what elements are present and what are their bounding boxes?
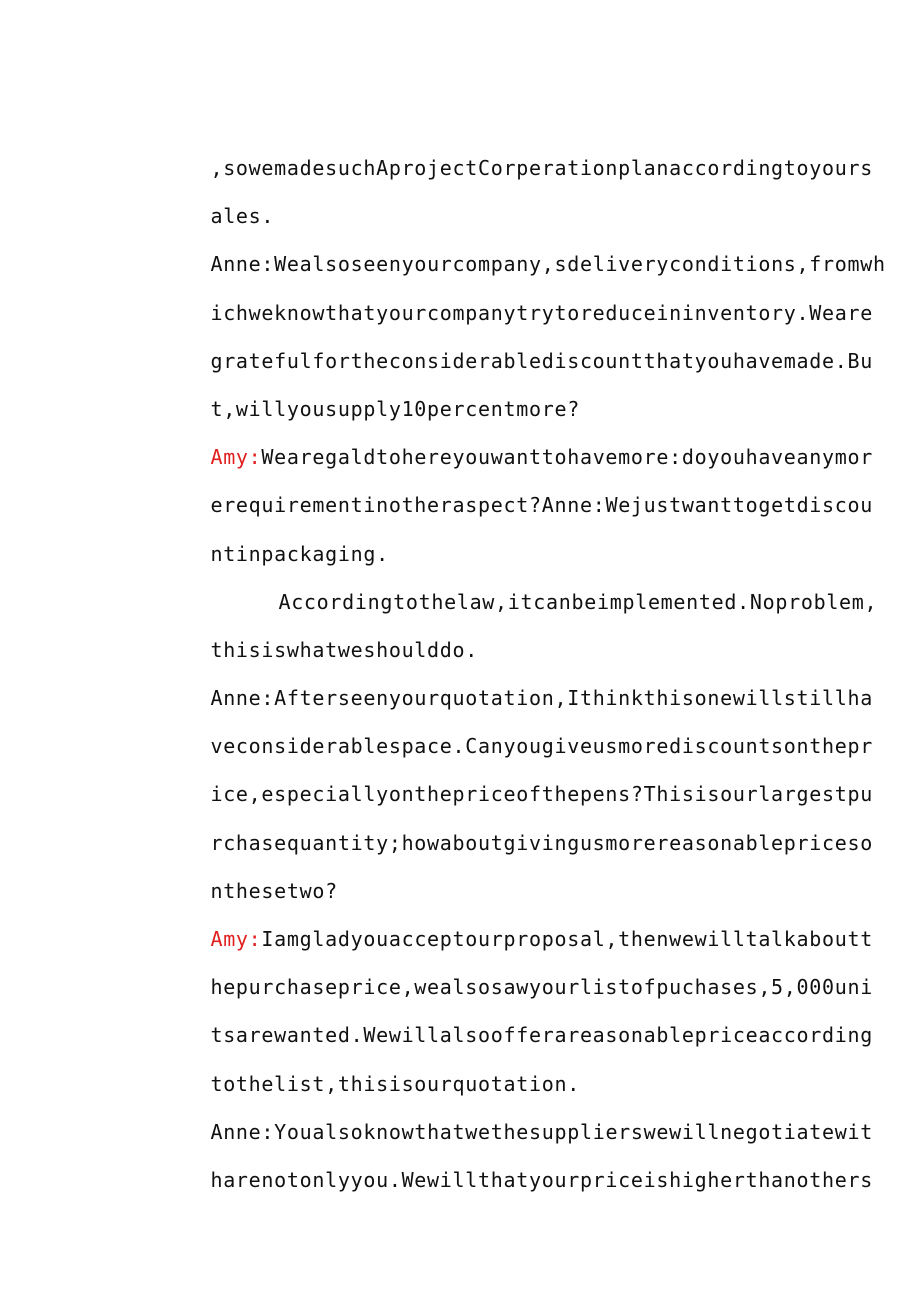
line-text: tsarewanted.Wewillalsoofferareasonablepriceaccording: [210, 1023, 873, 1048]
line-text: thisiswhatweshoulddo.: [210, 637, 479, 662]
line-text: Wearegaldtohereyouwanttohavemore:doyouhaveanymor: [261, 445, 873, 470]
speaker-label-anne: Anne:: [210, 686, 275, 711]
document-body: [134, 114, 886, 1192]
text-line: [134, 114, 873, 180]
line-text: ntinpackaging.: [210, 541, 389, 566]
line-text: Youalsoknowthatwethesupplierswewillnegotiatewit: [274, 1119, 873, 1144]
line-text: t,willyousupply10percentmore?: [210, 396, 580, 421]
line-text: Iamgladyouacceptourproposal,thenwewilltalkaboutt: [261, 927, 873, 951]
speaker-label-anne: Anne:: [210, 252, 275, 277]
speaker-label-anne: Anne:: [210, 1119, 275, 1144]
line-text: ice,especiallyonthepriceofthepens?Thisisourlargestpu: [210, 782, 873, 807]
line-text: Wejustwanttogetdiscou: [605, 493, 874, 518]
line-text: ichweknowthatyourcompanytrytoreduceininventory.Weare: [210, 300, 873, 325]
line-text: nthesetwo?: [210, 878, 338, 903]
line-text: erequirementinotheraspect?: [210, 493, 542, 518]
line-text: ,sowemadesuchAprojectCorperationplanaccordingtoyours: [210, 156, 873, 180]
line-text: rchasequantity;howaboutgivingusmorereasonablepriceso: [210, 830, 873, 855]
line-text: ales.: [210, 204, 275, 229]
line-text: Afterseenyourquotation,Ithinkthisonewillstillha: [274, 686, 873, 711]
line-text: hepurchaseprice,wealsosawyourlistofpuchases,5,000uni: [210, 975, 873, 1000]
speaker-label-anne: Anne:: [541, 493, 606, 518]
line-text: Accordingtothelaw,itcanbeimplemented.Noproblem,: [278, 589, 878, 614]
line-text: harenotonlyyou.Wewillthatyourpriceishigherthanothers: [210, 1167, 873, 1192]
line-text: gratefulfortheconsiderablediscountthatyouhavemade.Bu: [210, 348, 873, 373]
line-text: Wealsoseenyourcompany,sdeliveryconditions,fromwh: [274, 252, 886, 277]
speaker-label-amy: Amy:: [210, 927, 262, 951]
speaker-label-amy: Amy:: [210, 445, 262, 470]
line-text: veconsiderablespace.Canyougiveusmorediscountsonthepr: [210, 734, 873, 759]
line-text: tothelist,thisisourquotation.: [210, 1071, 580, 1096]
